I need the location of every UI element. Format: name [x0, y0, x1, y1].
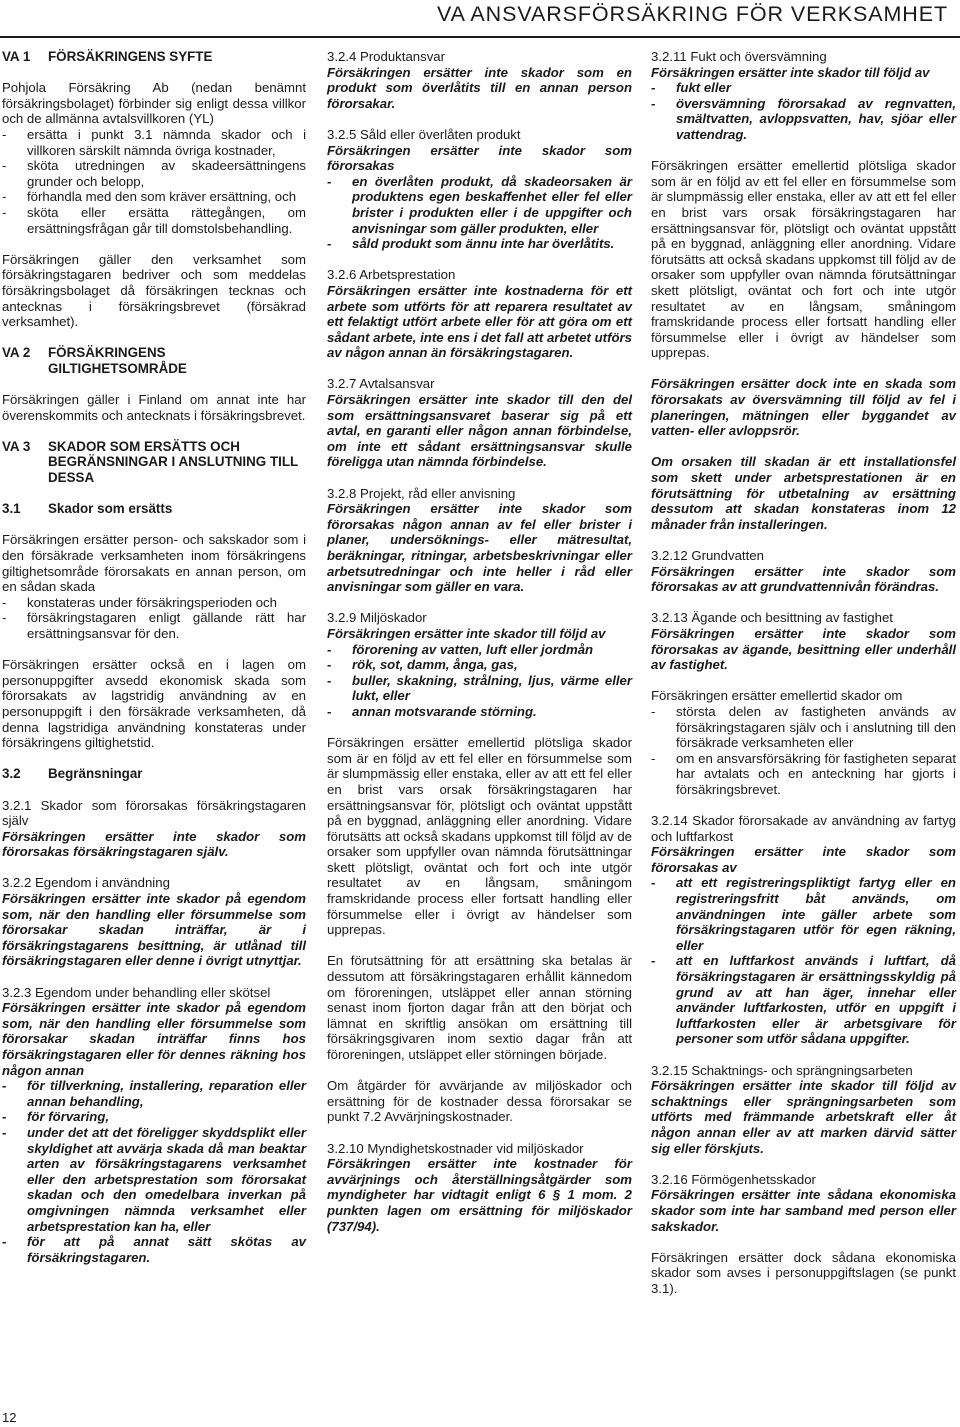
- section-number: 3.1: [2, 501, 21, 517]
- exclusion-text: Försäkringen ersätter inte skador som förorsakas: [327, 142, 632, 174]
- list-item: - för att på annat sätt skötas av försäkringstagaren.: [2, 1234, 306, 1265]
- list-item: - fukt eller: [651, 80, 956, 96]
- subsection-heading: 3.2.1 Skador som förorsakas försäkringstagaren själv: [2, 797, 306, 829]
- dash-list: [2, 1078, 306, 1265]
- subsection-heading: 3.2.7 Avtalsansvar: [327, 376, 435, 392]
- section-title: FÖRSÄKRINGENS GILTIGHETSOMRÅDE: [48, 345, 187, 376]
- exclusion-text: Försäkringen ersätter inte skador till följd av schaktnings eller sprängningsarbeten som utförts med främmande arbetskraft eller åt någon annan eller av att marken därvid sätter sig eller förskjuts.: [651, 1078, 956, 1156]
- list-item: - om en ansvarsförsäkring för fastigheten separat har avtalats och en anteckning har gjorts i försäkringsbrevet.: [651, 751, 956, 798]
- list-item: - för tillverkning, installering, reparation eller annan behandling,: [2, 1078, 306, 1109]
- section-heading-3-2: [2, 766, 306, 782]
- section-heading-va3: [2, 439, 306, 486]
- exclusion-text: Försäkringen ersätter inte skador till följd av: [651, 64, 930, 80]
- list-item: - förhandla med den som kräver ersättning, och: [2, 189, 306, 205]
- column-1: [2, 49, 306, 1281]
- list-item: - sköta eller ersätta rättegången, om ersättningsfrågan går till domstolsbehandling.: [2, 205, 306, 236]
- list-item: - översvämning förorsakad av regnvatten, smältvatten, avloppsvatten, hav, sjöar eller vattendrag.: [651, 96, 956, 143]
- section-number: VA 2: [2, 345, 31, 361]
- exclusion-text: Försäkringen ersätter inte skador till följd av: [327, 625, 606, 641]
- list-item: - under det att det föreligger skyddsplikt eller skyldighet att avvärja skada då man beaktar arten av försäkringstagarens verksamhet eller den arbetsprestation som förorsakat skadan och den omedelbara inverkan på omgivningen nämnda verksamhet eller arbetsprestation kan ha, eller: [2, 1125, 306, 1234]
- section-title: FÖRSÄKRINGENS SYFTE: [48, 49, 213, 64]
- list-item: - försäkringstagaren enligt gällande rätt har ersättningsansvar för den.: [2, 610, 306, 641]
- paragraph: Om åtgärder för avvärjande av miljöskador och ersättning för de kostnader dessa förorsakar se punkt 7.2 Avvärjningskostnader.: [327, 1078, 632, 1125]
- section-number: VA 3: [2, 438, 31, 454]
- exclusion-text: Försäkringen ersätter dock inte en skada som förorsakats av översvämning till följd av fel i planeringen, mätningen eller byggandet av vatten- eller avloppsrör.: [651, 376, 956, 439]
- header-rule: [0, 36, 960, 38]
- exclusion-text: Försäkringen ersätter inte sådana ekonomiska skador som inte har samband med person eller sakskador.: [651, 1187, 956, 1234]
- list-item: - konstateras under försäkringsperioden och: [2, 595, 306, 611]
- list-item: - sköta utredningen av skadeersättningens grunder och belopp,: [2, 158, 306, 189]
- section-number: 3.2: [2, 766, 21, 782]
- list-item: - förorening av vatten, luft eller jordmån: [327, 642, 632, 658]
- subsection-heading: 3.2.9 Miljöskador: [327, 610, 427, 626]
- list-item: - största delen av fastigheten används av försäkringstagaren själv och i anslutning till den försäkrade verksamheten eller: [651, 704, 956, 751]
- section-heading-va1: [2, 49, 306, 65]
- list-item: - ersätta i punkt 3.1 nämnda skador och i villkoren särskilt nämnda övriga kostnader,: [2, 127, 306, 158]
- page-number: 12: [2, 1410, 17, 1425]
- dash-list: [651, 704, 956, 798]
- exclusion-text: Försäkringen ersätter inte skador som förorsakas av: [651, 844, 956, 875]
- exclusion-text: Försäkringen ersätter inte skador som förorsakas någon annan av fel eller brister i planer, undersöknings- eller mätresultat, beräkningar, ritningar, arbetsbeskrivningar eller arbetsutredningar och inte heller i råd eller anvisningar som gäller en vara.: [327, 501, 632, 595]
- paragraph: Försäkringen ersätter dock sådana ekonomiska skador som avses i personuppgiftslagen (se punkt 3.1).: [651, 1249, 956, 1296]
- dash-list: [2, 595, 306, 642]
- column-2: [327, 49, 632, 1250]
- subsection-heading: 3.2.2 Egendom i användning: [2, 875, 170, 891]
- list-item: - rök, sot, damm, ånga, gas,: [327, 657, 632, 673]
- subsection-heading: 3.2.12 Grundvatten: [651, 548, 764, 563]
- subsection-heading: 3.2.10 Myndighetskostnader vid miljöskador: [327, 1140, 584, 1156]
- exclusion-text: Försäkringen ersätter inte skador som förorsakas av att grundvattennivån förändras.: [651, 563, 956, 595]
- exclusion-text: Försäkringen ersätter inte skador som en produkt som överlåtits till en annan person förorsakar.: [327, 64, 632, 111]
- subsection-heading: 3.2.3 Egendom under behandling eller skötsel: [2, 984, 271, 1000]
- subsection-heading: 3.2.8 Projekt, råd eller anvisning: [327, 485, 516, 501]
- list-item: - såld produkt som ännu inte har överlåtits.: [327, 236, 632, 252]
- dash-list: [2, 127, 306, 236]
- dash-list: [651, 875, 956, 1047]
- section-heading-va2: [2, 345, 306, 376]
- paragraph: Försäkringen gäller den verksamhet som försäkringstagaren bedriver och som meddelas försäkringsbolaget då försäkringen tecknas och antecknas i försäkringsbrevet (försäkrad verksamhet).: [2, 251, 306, 330]
- subsection-heading: 3.2.13 Ägande och besittning av fastighet: [651, 610, 893, 626]
- exclusion-text: Försäkringen ersätter inte skador på egendom som, när den handling eller försummelse som förorsakar skadan inträffar, är i försäkringstagarens besittning, är utlånad till försäkringstagaren eller denne i övrigt utnyttjar.: [2, 891, 306, 969]
- exclusion-text: Försäkringen ersätter inte skador som förorsakas försäkringstagaren själv.: [2, 828, 306, 860]
- dash-list: [327, 642, 632, 720]
- list-item: - annan motsvarande störning.: [327, 704, 632, 720]
- paragraph: En förutsättning för att ersättning ska betalas är dessutom att försäkringstagaren erhållit kännedom om föroreningen, utsläppet eller annan störning senast inom fjorton dagar från att den börjat och lämnat en skriftlig ansökan om ersättning till försäkringsgivaren inom sextio dagar från att föroreningen, utsläppet eller störningen började.: [327, 953, 632, 1062]
- subsection-heading: 3.2.4 Produktansvar: [327, 49, 446, 64]
- subsection-heading: 3.2.6 Arbetsprestation: [327, 267, 456, 283]
- subsection-heading: 3.2.16 Förmögenhetsskador: [651, 1171, 816, 1187]
- dash-list: [651, 80, 956, 142]
- subsection-heading: 3.2.11 Fukt och översvämning: [651, 49, 827, 64]
- list-item: - en överlåten produkt, då skadeorsaken är produktens egen beskaffenhet eller fel eller brister i produkten eller i de uppgifter och anvisningar som gäller produkten, eller: [327, 174, 632, 236]
- page-header: [0, 0, 960, 38]
- paragraph: Försäkringen ersätter emellertid skador om: [651, 688, 903, 704]
- section-title: Begränsningar: [48, 766, 143, 782]
- paragraph: Försäkringen gäller i Finland om annat inte har överenskommits och antecknats i försäkringsbrevet.: [2, 392, 306, 423]
- subsection-heading: 3.2.5 Såld eller överlåten produkt: [327, 126, 521, 142]
- paragraph: Försäkringen ersätter person- och sakskador som i den försäkrade verksamheten inom försäkringens giltighetsområde förorsakats en annan person, om en sådan skada: [2, 532, 306, 595]
- paragraph: Försäkringen ersätter emellertid plötsliga skador som är en följd av ett fel eller en försummelse som är slumpmässig eller enstaka, eller av att ett fel eller en brist vars orsak försäkringstagaren har ersättningsansvar för, plötsligt och oväntat uppstått på en byggnad, anläggning eller anordning. Vidare förutsätts att också skadans uppkomst till följd av de orsaker som uppfyller ovan nämnda förutsättningar skett plötsligt, oväntat och fort och inte utgör resultatet av en långsam, småningom framskridande process eller fortsatt handling eller försummelse eller i övrigt av händelser som upprepas.: [327, 735, 632, 938]
- list-item: - buller, skakning, strålning, ljus, värme eller lukt, eller: [327, 673, 632, 704]
- subsection-heading: 3.2.15 Schaktnings- och sprängningsarbeten: [651, 1062, 913, 1078]
- column-3: [651, 49, 956, 1312]
- exclusion-text: Försäkringen ersätter inte skador som förorsakas av ägande, besittning eller underhåll av fastighet.: [651, 625, 956, 673]
- paragraph: Försäkringen ersätter emellertid plötsliga skador som är en följd av ett fel eller en försummelse som är slumpmässig eller enstaka, eller av att ett fel eller en brist vars orsak försäkringstagaren har ersättningsansvar för, plötsligt och oväntat uppstått på en byggnad, anläggning eller anordning. Vidare förutsätts att också skadans uppkomst till följd av de orsaker som uppfyller ovan nämnda förutsättningar skett plötsligt, oväntat och fort och inte utgör resultatet av en långsam, småningom framskridande process eller fortsatt handling eller försummelse eller i övrigt av händelser som upprepas.: [651, 158, 956, 361]
- section-title: Skador som ersätts: [48, 501, 173, 517]
- subsection-heading: 3.2.14 Skador förorsakade av användning av fartyg och luftfarkost: [651, 813, 956, 844]
- paragraph: Försäkringen ersätter också en i lagen om personuppgifter avsedd ekonomisk skada som förorsakats av lagstridig användning av en personuppgift i den försäkrade verksamheten, då denna lagstridiga användning konstateras under försäkringens giltighetstid.: [2, 657, 306, 751]
- exclusion-text: Försäkringen ersätter inte kostnader för avvärjnings och återställningsåtgärder som myndigheter har vidtagit enligt 6 § 1 mom. 2 punkten lagen om ersättning för miljöskador (737/94).: [327, 1156, 632, 1234]
- exclusion-text: Om orsaken till skadan är ett installationsfel som skett under arbetsprestationen är en förutsättning för utbetalning av ersättning dessutom att skadan konstateras inom 12 månader från installeringen.: [651, 454, 956, 532]
- exclusion-text: Försäkringen ersätter inte kostnaderna för ett arbete som utförts för att reparera resultatet av ett felaktigt utfört arbete eller för att göra om ett sådant arbete, inte ens i det fall att arbetet utförs av någon annan än försäkringstagaren.: [327, 282, 632, 361]
- section-number: VA 1: [2, 49, 31, 64]
- section-title: SKADOR SOM ERSÄTTS OCH BEGRÄNSNINGAR I ANSLUTNING TILL DESSA: [48, 438, 298, 486]
- page-title: VA ANSVARSFÖRSÄKRING FÖR VERKSAMHET: [437, 2, 948, 26]
- list-item: - att en luftfarkost används i luftfart, då försäkringstagaren är ersättningsskyldig på grund av att han äger, innehar eller använder luftfarkosten, utför en uppgift i luftfarkosten eller är arbetsgivare för personer som utför sådana uppgifter.: [651, 953, 956, 1047]
- list-item: - för förvaring,: [2, 1109, 306, 1125]
- list-item: - att ett registreringspliktigt fartyg eller en registreringsfritt båt används, om användningen inte gäller arbete som försäkringstagaren utför för egen räkning, eller: [651, 875, 956, 953]
- dash-list: [327, 174, 632, 252]
- paragraph: Pohjola Försäkring Ab (nedan benämnt försäkringsbolaget) förbinder sig enligt dessa villkor och de allmänna avtalsvillkoren (YL): [2, 80, 306, 127]
- section-heading-3-1: [2, 501, 306, 517]
- exclusion-text: Försäkringen ersätter inte skador på egendom som, när den handling eller försummelse som förorsakar skadan inträffar finns hos försäkringstagaren eller för dennes räkning hos någon annan: [2, 1000, 306, 1078]
- exclusion-text: Försäkringen ersätter inte skador till den del som ersättningsansvaret baserar sig på ett avtal, en garanti eller någon annan förbindelse, om inte ett sådant ersättningsansvar skulle föreligga utan nämnda förbindelse.: [327, 392, 632, 470]
